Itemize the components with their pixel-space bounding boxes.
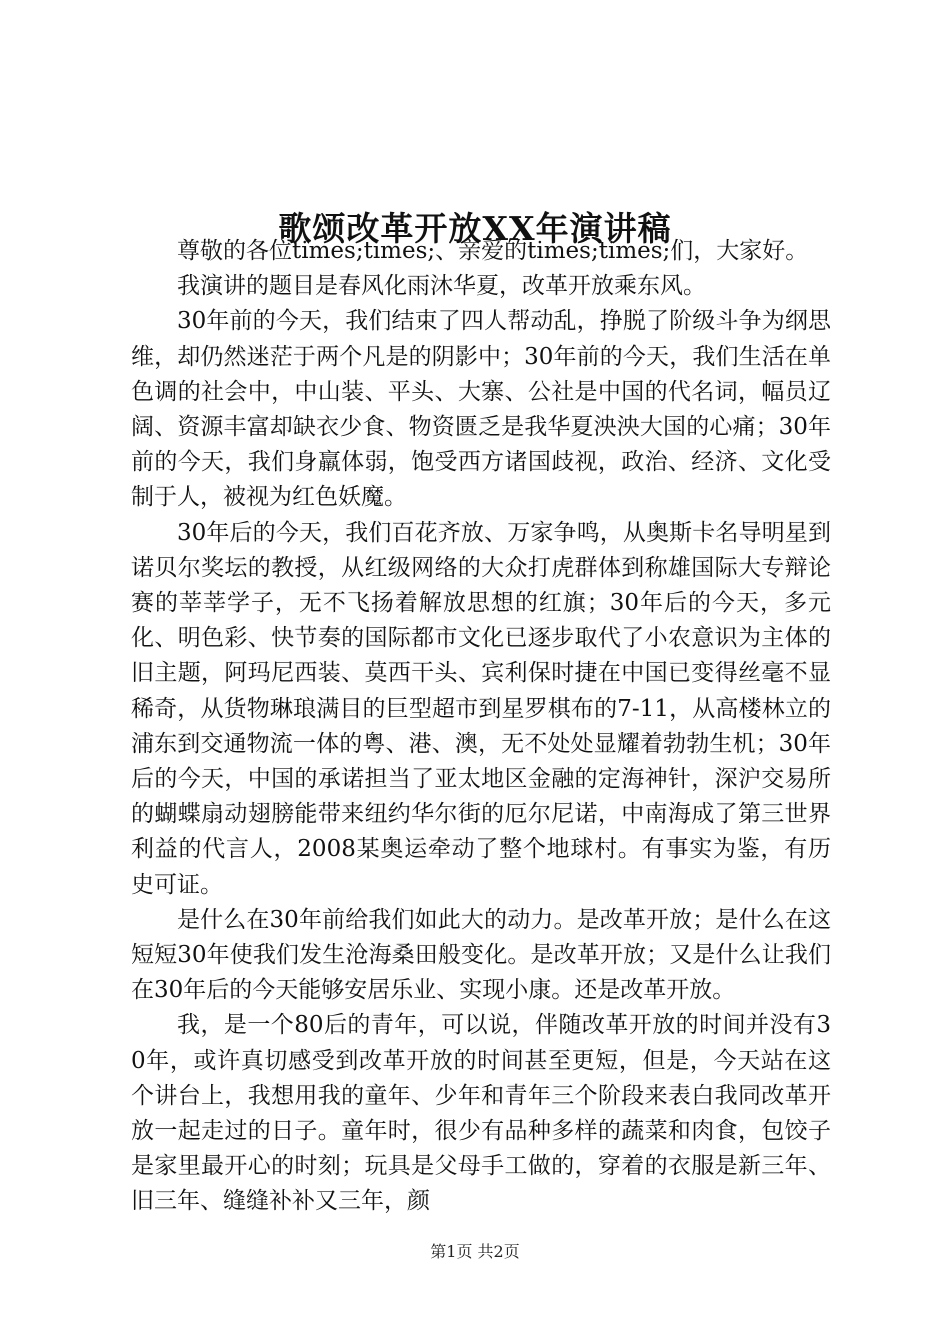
page-number-footer: 第1页 共2页 xyxy=(430,1242,520,1261)
paragraph-greeting: 尊敬的各位times;times;、亲爱的times;times;们，大家好。 xyxy=(177,238,809,264)
document-body xyxy=(131,234,831,1220)
paragraph-personal-story: 我，是一个80后的青年，可以说，伴随改革开放的时间并没有30年，或许真切感受到改革开放的时间甚至更短，但是，今天站在这个讲台上，我想用我的童年、少年和青年三个阶段来表白我同改革开放一起走过的日子。童年时，很少有品种多样的蔬菜和肉食，包饺子是家里最开心的时刻；玩具是父母手工做的，穿着的衣服是新三年、旧三年、缝缝补补又三年，颜 xyxy=(131,1012,831,1215)
paragraph-30-years-later: 30年后的今天，我们百花齐放、万家争鸣，从奥斯卡名导明星到诺贝尔奖坛的教授，从红级网络的大众打虎群体到称雄国际大专辩论赛的莘莘学子，无不飞扬着解放思想的红旗；30年后的今天，多元化、明色彩、快节奏的国际都市文化已逐步取代了小农意识为主体的旧主题，阿玛尼西装、莫西干头、宾利保时捷在中国已变得丝毫不显稀奇，从货物琳琅满目的巨型超市到星罗棋布的7-11，从高楼林立的浦东到交通物流一体的粤、港、澳，无不处处显耀着勃勃生机；30年后的今天，中国的承诺担当了亚太地区金融的定海神针，深沪交易所的蝴蝶扇动翅膀能带来纽约华尔街的厄尔尼诺，中南海成了第三世界利益的代言人，2008某奥运牵动了整个地球村。有事实为鉴，有历史可证。 xyxy=(131,519,831,898)
document-title: 歌颂改革开放XX年演讲稿 xyxy=(278,209,672,249)
paragraph-reform-question: 是什么在30年前给我们如此大的动力。是改革开放；是什么在这短短30年使我们发生沧海桑田般变化。是改革开放；又是什么让我们在30年后的今天能够安居乐业、实现小康。还是改革开放。 xyxy=(131,906,831,1004)
paragraph-30-years-ago: 30年前的今天，我们结束了四人帮动乱，挣脱了阶级斗争为纲思维，却仍然迷茫于两个凡是的阴影中；30年前的今天，我们生活在单色调的社会中，中山装、平头、大寨、公社是中国的代名词，幅员辽阔、资源丰富却缺衣少食、物资匮乏是我华夏泱泱大国的心痛；30年前的今天，我们身羸体弱，饱受西方诸国歧视，政治、经济、文化受制于人，被视为红色妖魔。 xyxy=(131,308,831,511)
paragraph-topic: 我演讲的题目是春风化雨沐华夏，改革开放乘东风。 xyxy=(177,273,706,300)
